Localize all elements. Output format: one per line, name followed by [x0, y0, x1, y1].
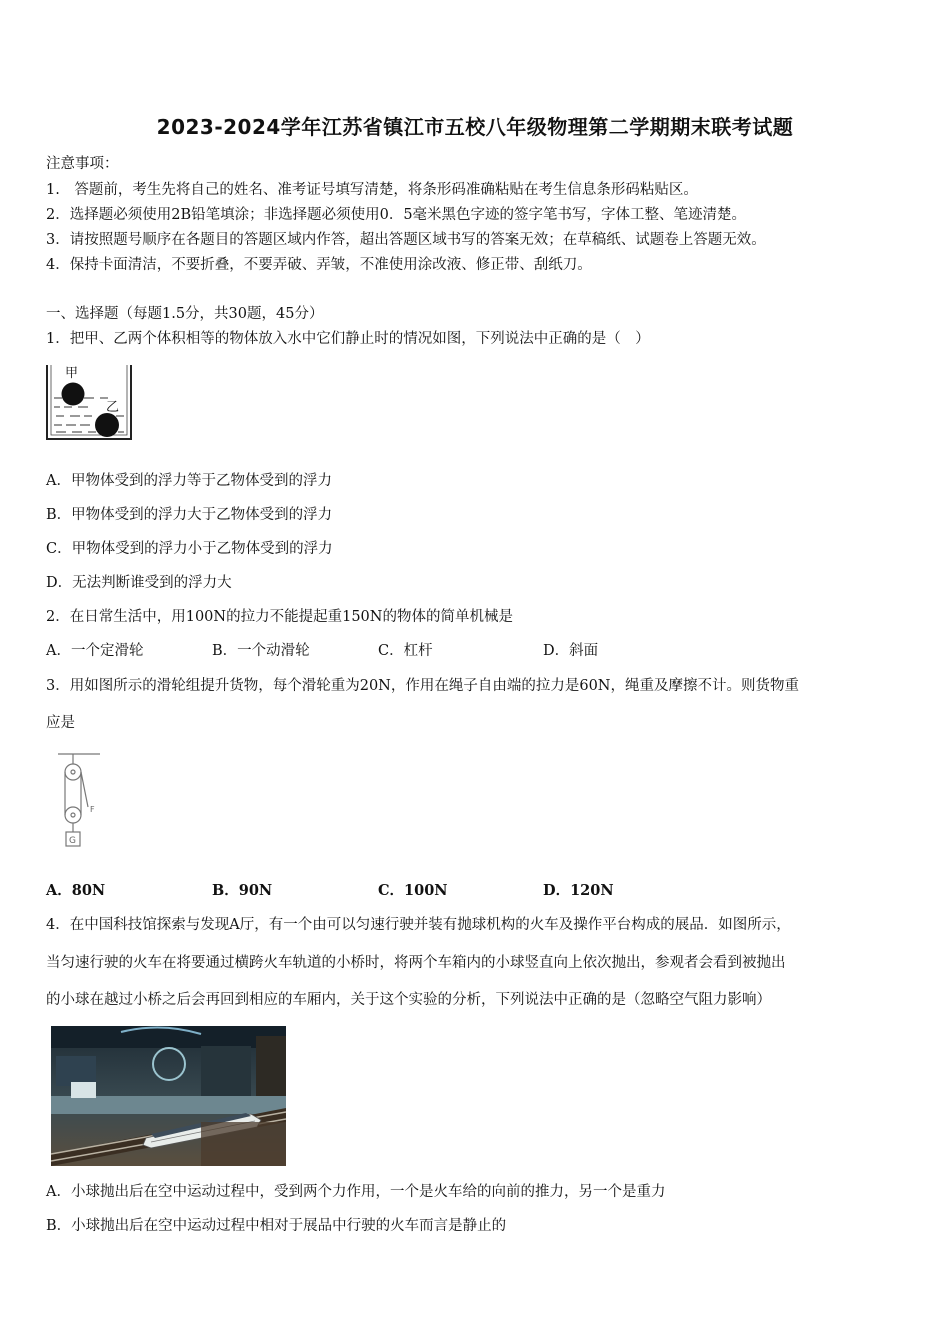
notice-item-3: 3．请按照题号顺序在各题目的答题区域内作答，超出答题区域书写的答案无效；在草稿纸、试题卷上答题无效。 [46, 232, 766, 248]
q3-option-a: A．80N [46, 882, 106, 899]
q4-stem-line-2: 当匀速行驶的火车在将要通过横跨火车轨道的小桥时，将两个车箱内的小球竖直向上依次抛出，参观者会看到被抛出 [46, 955, 786, 971]
q4-option-b: B．小球抛出后在空中运动过程中相对于展品中行驶的火车而言是静止的 [46, 1218, 507, 1234]
q4-option-a: A．小球抛出后在空中运动过程中，受到两个力作用，一个是火车给的向前的推力，另一个是重力 [46, 1184, 666, 1200]
q2-options [46, 639, 598, 660]
notice-item-2: 2．选择题必须使用2B铅笔填涂；非选择题必须使用0．5毫米黑色字迹的签字笔书写，字体工整、笔迹清楚。 [46, 207, 747, 223]
q1-option-b: B．甲物体受到的浮力大于乙物体受到的浮力 [46, 507, 333, 523]
notice-heading: 注意事项： [46, 156, 119, 172]
q1-option-c: C．甲物体受到的浮力小于乙物体受到的浮力 [46, 541, 333, 557]
q2-option-d: D．斜面 [543, 643, 599, 659]
notice-item-1: 1. 答题前，考生先将自己的姓名、准考证号填写清楚，将条形码准确粘贴在考生信息条形码粘贴区。 [46, 182, 698, 198]
free-rope [81, 772, 88, 807]
q1-beaker-figure [44, 362, 136, 444]
q1-option-a: A．甲物体受到的浮力等于乙物体受到的浮力 [46, 473, 332, 489]
q3-option-c: C．100N [378, 882, 448, 899]
q3-pulley-figure [56, 752, 106, 850]
q4-stem-line-1: 4．在中国科技馆探索与发现A厅，有一个由可以匀速行驶并装有抛球机构的火车及操作平台构成的展品．如图所示， [46, 917, 791, 933]
q3-stem-line-1: 3．用如图所示的滑轮组提升货物，每个滑轮重为20N，作用在绳子自由端的拉力是60N，绳重及摩擦不计。则货物重 [46, 678, 799, 694]
q3-options [46, 879, 614, 900]
q1-stem: 1．把甲、乙两个体积相等的物体放入水中它们静止时的情况如图，下列说法中正确的是（ ） [46, 331, 650, 347]
fixed-pulley [65, 764, 81, 780]
q2-option-c: C．杠杆 [378, 643, 433, 659]
q3-option-b: B．90N [212, 882, 273, 899]
q4-stem-line-3: 的小球在越过小桥之后会再回到相应的车厢内，关于这个实验的分析，下列说法中正确的是（忽略空气阻力影响） [46, 992, 771, 1008]
q2-option-b: B．一个动滑轮 [212, 643, 310, 659]
label-yi: 乙 [106, 400, 120, 415]
force-label: F [90, 805, 95, 814]
object-yi [95, 413, 119, 437]
q2-option-a: A．一个定滑轮 [46, 643, 144, 659]
movable-pulley [65, 807, 81, 823]
label-jia: 甲 [65, 366, 79, 381]
q1-option-d: D．无法判断谁受到的浮力大 [46, 575, 232, 591]
section-heading: 一、选择题（每题1.5分，共30题，45分） [46, 306, 324, 322]
q4-exhibit-photo [51, 1026, 286, 1166]
exam-title: 2023-2024学年江苏省镇江市五校八年级物理第二学期期末联考试题 [156, 115, 794, 139]
load-label: G [69, 836, 76, 846]
q3-option-d: D．120N [543, 882, 614, 899]
notice-item-4: 4．保持卡面清洁，不要折叠，不要弄破、弄皱，不准使用涂改液、修正带、刮纸刀。 [46, 257, 592, 273]
q2-stem: 2．在日常生活中，用100N的拉力不能提起重150N的物体的简单机械是 [46, 609, 513, 625]
object-jia [62, 383, 85, 406]
q3-stem-line-2: 应是 [46, 715, 75, 731]
